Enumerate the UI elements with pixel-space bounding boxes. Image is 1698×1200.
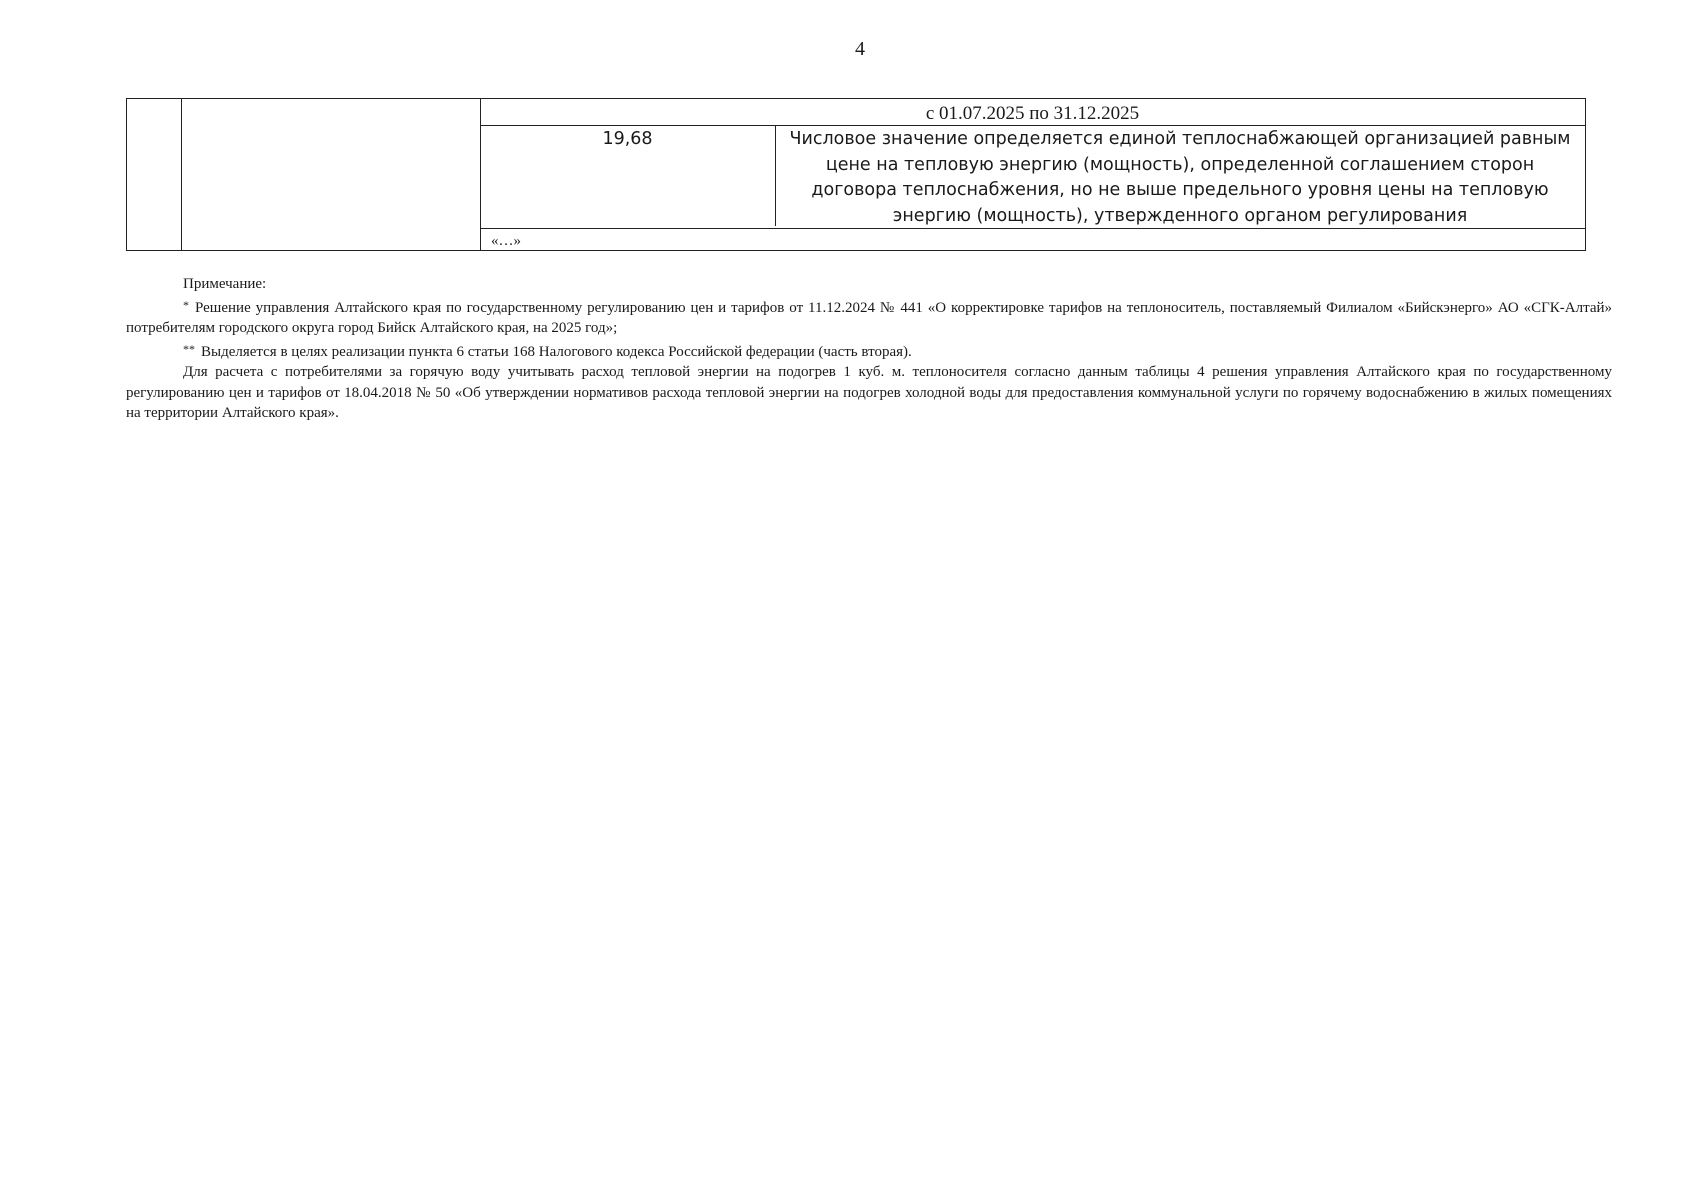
notes-section <box>126 274 1612 424</box>
note-1-marker: * <box>183 297 189 312</box>
table-ellipsis: «…» <box>491 233 521 249</box>
notes-title: Примечание: <box>183 276 267 292</box>
tariff-description: Числовое значение определяется единой теплоснабжающей организацией равным цене на тепловую энергию (мощность), определенной соглашением сторон договора теплоснабжения, но не выше предельного уровня цены на тепловую энергию (мощность), утвержденного органом регулирования <box>789 129 1571 226</box>
note-1 <box>126 295 1612 339</box>
tariff-table <box>126 98 1586 251</box>
note-1-text: Решение управления Алтайского края по государственному регулированию цен и тарифов от 11.12.2024 № 441 «О корректировке тарифов на теплоноситель, поставляемый Филиалом «Бийскэнерго» АО «СГК-Алтай» потребителям городского округа город Бийск Алтайского края, на 2025 год»; <box>126 299 1612 336</box>
note-2 <box>126 339 1612 363</box>
note-3: Для расчета с потребителями за горячую воду учитывать расход тепловой энергии на подогрев 1 куб. м. теплоносителя согласно данным таблицы 4 решения управления Алтайского края по государственному регулированию цен и тарифов от 18.04.2018 № 50 «Об утверждении нормативов расхода тепловой энергии на подогрев холодной воды для предоставления коммунальной услуги по горячему водоснабжению в жилых помещениях на территории Алтайского края». <box>126 364 1612 421</box>
table-column-divider <box>181 99 182 250</box>
note-2-marker: ** <box>183 341 195 356</box>
period-header: с 01.07.2025 по 31.12.2025 <box>925 103 1140 124</box>
page-number: 4 <box>855 38 865 60</box>
tariff-value: 19,68 <box>602 129 653 149</box>
note-2-text: Выделяется в целях реализации пункта 6 статьи 168 Налогового кодекса Российской федерации (часть вторая). <box>201 343 912 360</box>
